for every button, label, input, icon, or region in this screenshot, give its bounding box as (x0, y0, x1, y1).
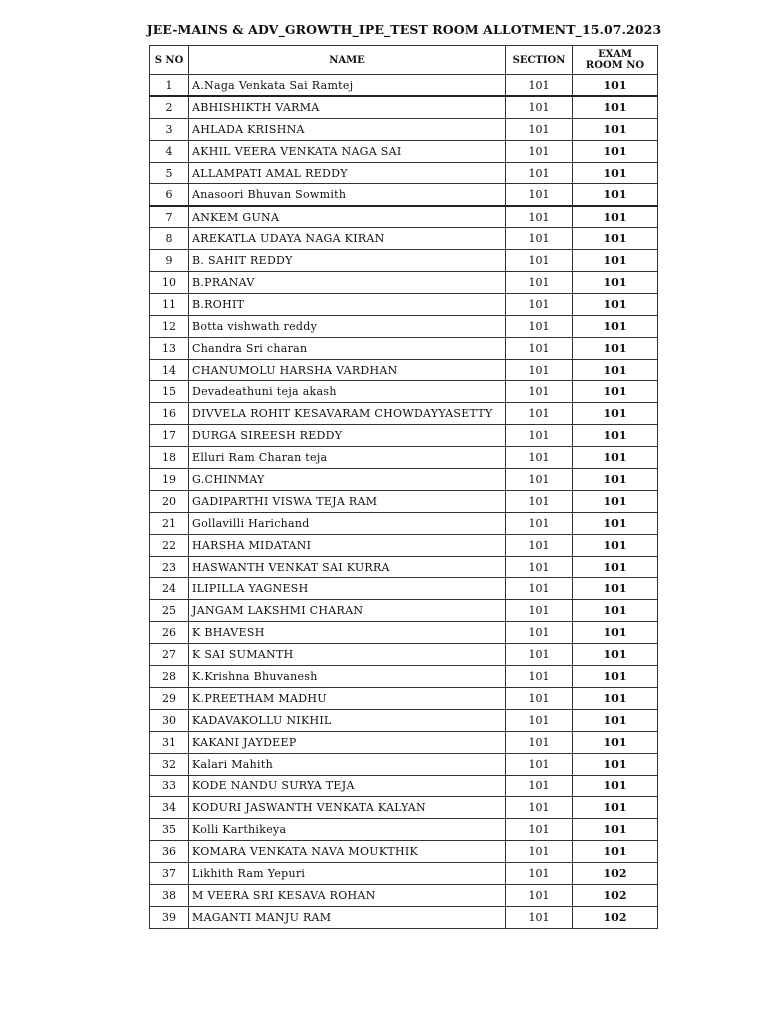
cell-name: ILIPILLA YAGNESH (189, 578, 506, 600)
cell-room: 101 (573, 753, 658, 775)
col-header-section: SECTION (506, 46, 573, 75)
cell-room: 101 (573, 534, 658, 556)
cell-name: B.PRANAV (189, 272, 506, 294)
cell-section: 101 (506, 140, 573, 162)
table-row (150, 819, 658, 841)
cell-section: 101 (506, 293, 573, 315)
cell-room: 101 (573, 709, 658, 731)
cell-room: 101 (573, 687, 658, 709)
table-row (150, 578, 658, 600)
cell-name: AREKATLA UDAYA NAGA KIRAN (189, 228, 506, 250)
cell-name: HASWANTH VENKAT SAI KURRA (189, 556, 506, 578)
cell-sno: 20 (150, 490, 189, 512)
cell-section: 101 (506, 753, 573, 775)
col-header-sno: S NO (150, 46, 189, 75)
cell-sno: 11 (150, 293, 189, 315)
cell-name: B. SAHIT REDDY (189, 250, 506, 272)
col-header-room-line1: EXAM (598, 49, 632, 60)
cell-name: DURGA SIREESH REDDY (189, 425, 506, 447)
table-row (150, 96, 658, 118)
cell-sno: 26 (150, 622, 189, 644)
cell-room: 102 (573, 863, 658, 885)
cell-sno: 27 (150, 644, 189, 666)
cell-sno: 31 (150, 731, 189, 753)
table-row (150, 162, 658, 184)
table-row (150, 293, 658, 315)
cell-name: Elluri Ram Charan teja (189, 447, 506, 469)
table-row (150, 512, 658, 534)
cell-room: 101 (573, 140, 658, 162)
cell-name: Botta vishwath reddy (189, 315, 506, 337)
cell-section: 101 (506, 578, 573, 600)
cell-section: 101 (506, 228, 573, 250)
cell-sno: 16 (150, 403, 189, 425)
cell-room: 101 (573, 272, 658, 294)
cell-sno: 25 (150, 600, 189, 622)
cell-sno: 21 (150, 512, 189, 534)
cell-sno: 22 (150, 534, 189, 556)
table-row (150, 469, 658, 491)
table-row (150, 556, 658, 578)
col-header-room (573, 46, 658, 75)
cell-name: ANKEM GUNA (189, 206, 506, 228)
cell-name: ALLAMPATI AMAL REDDY (189, 162, 506, 184)
cell-sno: 6 (150, 184, 189, 206)
cell-sno: 13 (150, 337, 189, 359)
cell-sno: 8 (150, 228, 189, 250)
table-row (150, 140, 658, 162)
cell-section: 101 (506, 96, 573, 118)
cell-name: K.Krishna Bhuvanesh (189, 666, 506, 688)
cell-section: 101 (506, 775, 573, 797)
cell-sno: 35 (150, 819, 189, 841)
cell-sno: 14 (150, 359, 189, 381)
cell-room: 101 (573, 293, 658, 315)
cell-section: 101 (506, 250, 573, 272)
table-row (150, 118, 658, 140)
cell-sno: 23 (150, 556, 189, 578)
cell-section: 101 (506, 644, 573, 666)
cell-section: 101 (506, 403, 573, 425)
cell-name: Chandra Sri charan (189, 337, 506, 359)
cell-section: 101 (506, 337, 573, 359)
cell-name: K BHAVESH (189, 622, 506, 644)
cell-name: KODE NANDU SURYA TEJA (189, 775, 506, 797)
cell-sno: 17 (150, 425, 189, 447)
cell-name: JANGAM LAKSHMI CHARAN (189, 600, 506, 622)
cell-room: 101 (573, 578, 658, 600)
table-row (150, 228, 658, 250)
cell-sno: 32 (150, 753, 189, 775)
table-row (150, 622, 658, 644)
cell-section: 101 (506, 184, 573, 206)
cell-name: K.PREETHAM MADHU (189, 687, 506, 709)
cell-section: 101 (506, 118, 573, 140)
cell-name: ABHISHIKTH VARMA (189, 96, 506, 118)
cell-room: 101 (573, 75, 658, 97)
cell-section: 101 (506, 490, 573, 512)
cell-room: 101 (573, 425, 658, 447)
table-row (150, 863, 658, 885)
table-row (150, 600, 658, 622)
table-row (150, 841, 658, 863)
cell-sno: 5 (150, 162, 189, 184)
table-row (150, 315, 658, 337)
cell-room: 101 (573, 315, 658, 337)
cell-name: KADAVAKOLLU NIKHIL (189, 709, 506, 731)
cell-name: Anasoori Bhuvan Sowmith (189, 184, 506, 206)
cell-sno: 24 (150, 578, 189, 600)
cell-name: Devadeathuni teja akash (189, 381, 506, 403)
cell-room: 101 (573, 184, 658, 206)
cell-room: 101 (573, 841, 658, 863)
cell-section: 101 (506, 359, 573, 381)
cell-room: 101 (573, 359, 658, 381)
cell-section: 101 (506, 162, 573, 184)
cell-room: 101 (573, 96, 658, 118)
table-row (150, 272, 658, 294)
cell-name: M VEERA SRI KESAVA ROHAN (189, 884, 506, 906)
table-row (150, 644, 658, 666)
cell-room: 101 (573, 228, 658, 250)
cell-room: 101 (573, 556, 658, 578)
table-row (150, 381, 658, 403)
allotment-table (149, 45, 658, 929)
table-row (150, 797, 658, 819)
cell-sno: 28 (150, 666, 189, 688)
cell-section: 101 (506, 425, 573, 447)
cell-section: 101 (506, 512, 573, 534)
table-row (150, 206, 658, 228)
table-row (150, 753, 658, 775)
table-row (150, 731, 658, 753)
cell-section: 101 (506, 709, 573, 731)
cell-sno: 2 (150, 96, 189, 118)
cell-room: 101 (573, 490, 658, 512)
cell-name: CHANUMOLU HARSHA VARDHAN (189, 359, 506, 381)
cell-section: 101 (506, 469, 573, 491)
table-row (150, 447, 658, 469)
cell-sno: 37 (150, 863, 189, 885)
cell-sno: 29 (150, 687, 189, 709)
cell-sno: 18 (150, 447, 189, 469)
col-header-name: NAME (189, 46, 506, 75)
cell-name: KOMARA VENKATA NAVA MOUKTHIK (189, 841, 506, 863)
cell-sno: 3 (150, 118, 189, 140)
cell-sno: 7 (150, 206, 189, 228)
cell-section: 101 (506, 447, 573, 469)
cell-room: 101 (573, 512, 658, 534)
cell-name: Kalari Mahith (189, 753, 506, 775)
cell-section: 101 (506, 863, 573, 885)
cell-name: KODURI JASWANTH VENKATA KALYAN (189, 797, 506, 819)
table-row (150, 425, 658, 447)
cell-name: Gollavilli Harichand (189, 512, 506, 534)
table-row (150, 534, 658, 556)
cell-room: 101 (573, 644, 658, 666)
cell-section: 101 (506, 381, 573, 403)
table-row (150, 75, 658, 97)
table-row (150, 359, 658, 381)
table-row (150, 687, 658, 709)
cell-sno: 4 (150, 140, 189, 162)
cell-section: 101 (506, 906, 573, 928)
table-row (150, 403, 658, 425)
cell-name: KAKANI JAYDEEP (189, 731, 506, 753)
cell-sno: 38 (150, 884, 189, 906)
cell-name: A.Naga Venkata Sai Ramtej (189, 75, 506, 97)
cell-room: 101 (573, 162, 658, 184)
cell-room: 101 (573, 797, 658, 819)
table-row (150, 184, 658, 206)
page-title: JEE-MAINS & ADV_GROWTH_IPE_TEST ROOM ALLOTMENT_15.07.2023 (146, 22, 662, 37)
table-row (150, 666, 658, 688)
cell-room: 101 (573, 775, 658, 797)
cell-sno: 10 (150, 272, 189, 294)
cell-name: GADIPARTHI VISWA TEJA RAM (189, 490, 506, 512)
table-row (150, 884, 658, 906)
cell-section: 101 (506, 315, 573, 337)
cell-section: 101 (506, 600, 573, 622)
table-row (150, 250, 658, 272)
cell-name: HARSHA MIDATANI (189, 534, 506, 556)
table-row (150, 906, 658, 928)
table-header-row (150, 46, 658, 75)
cell-room: 101 (573, 381, 658, 403)
cell-section: 101 (506, 556, 573, 578)
cell-room: 101 (573, 447, 658, 469)
cell-room: 102 (573, 884, 658, 906)
cell-sno: 30 (150, 709, 189, 731)
cell-section: 101 (506, 75, 573, 97)
table-row (150, 337, 658, 359)
cell-section: 101 (506, 841, 573, 863)
cell-room: 101 (573, 731, 658, 753)
cell-name: DIVVELA ROHIT KESAVARAM CHOWDAYYASETTY (189, 403, 506, 425)
cell-name: G.CHINMAY (189, 469, 506, 491)
cell-section: 101 (506, 666, 573, 688)
cell-section: 101 (506, 622, 573, 644)
cell-sno: 33 (150, 775, 189, 797)
cell-name: Kolli Karthikeya (189, 819, 506, 841)
table-row (150, 775, 658, 797)
cell-sno: 19 (150, 469, 189, 491)
cell-name: AKHIL VEERA VENKATA NAGA SAI (189, 140, 506, 162)
cell-sno: 15 (150, 381, 189, 403)
cell-name: B.ROHIT (189, 293, 506, 315)
cell-room: 101 (573, 337, 658, 359)
cell-room: 101 (573, 600, 658, 622)
cell-name: K SAI SUMANTH (189, 644, 506, 666)
table-row (150, 490, 658, 512)
cell-sno: 36 (150, 841, 189, 863)
cell-section: 101 (506, 819, 573, 841)
cell-section: 101 (506, 687, 573, 709)
cell-section: 101 (506, 797, 573, 819)
cell-name: MAGANTI MANJU RAM (189, 906, 506, 928)
cell-room: 101 (573, 250, 658, 272)
cell-sno: 12 (150, 315, 189, 337)
cell-room: 101 (573, 206, 658, 228)
cell-section: 101 (506, 206, 573, 228)
cell-room: 101 (573, 118, 658, 140)
cell-section: 101 (506, 884, 573, 906)
cell-room: 101 (573, 403, 658, 425)
cell-sno: 1 (150, 75, 189, 97)
cell-room: 101 (573, 819, 658, 841)
table-body (150, 75, 658, 929)
cell-name: AHLADA KRISHNA (189, 118, 506, 140)
cell-room: 101 (573, 666, 658, 688)
table-row (150, 709, 658, 731)
cell-sno: 9 (150, 250, 189, 272)
cell-section: 101 (506, 731, 573, 753)
cell-room: 101 (573, 622, 658, 644)
cell-section: 101 (506, 534, 573, 556)
cell-sno: 39 (150, 906, 189, 928)
cell-name: Likhith Ram Yepuri (189, 863, 506, 885)
cell-room: 102 (573, 906, 658, 928)
cell-room: 101 (573, 469, 658, 491)
col-header-room-line2: ROOM NO (585, 60, 645, 71)
cell-sno: 34 (150, 797, 189, 819)
cell-section: 101 (506, 272, 573, 294)
